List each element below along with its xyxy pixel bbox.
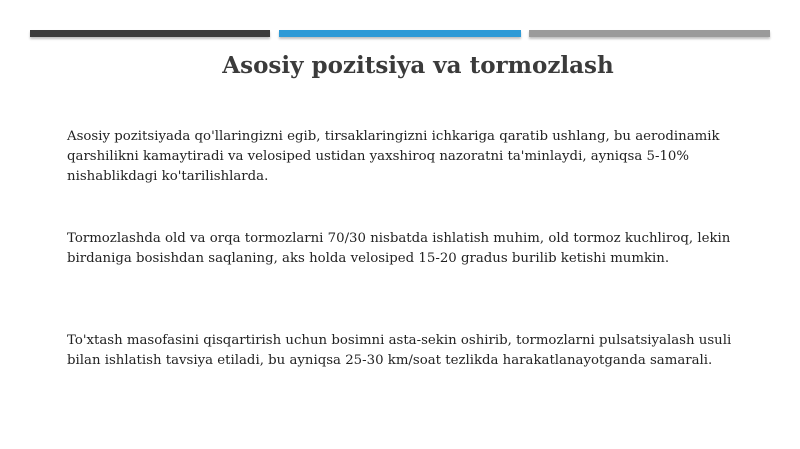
header-bar-gray bbox=[529, 30, 770, 37]
header-bar-blue bbox=[279, 30, 521, 37]
slide-title: Asosiy pozitsiya va tormozlash bbox=[222, 52, 614, 79]
paragraph-braking: Tormozlashda old va orqa tormozlarni 70/30 nisbatda ishlatish muhim, old tormoz kuchliroq, lekin birdaniga bosishdan saqlaning, aks holda velosiped 15-20 gradus burilib ketishi mumkin. bbox=[67, 231, 731, 266]
paragraph-basic-position: Asosiy pozitsiyada qo'llaringizni egib, tirsaklaringizni ichkariga qaratib ushlang, bu aerodinamik qarshilikni kamaytiradi va velosiped ustidan yaxshiroq nazoratni ta'minlaydi, ayniqsa 5-10% nishablikdagi ko'tarilishlarda. bbox=[67, 129, 720, 184]
paragraph-stopping-distance: To'xtash masofasini qisqartirish uchun bosimni asta-sekin oshirib, tormozlarni pulsatsiyalash usuli bilan ishlatish tavsiya etiladi, bu ayniqsa 25-30 km/soat tezlikda harakatlanayotganda samarali. bbox=[67, 333, 732, 368]
header-bar-dark bbox=[30, 30, 270, 37]
